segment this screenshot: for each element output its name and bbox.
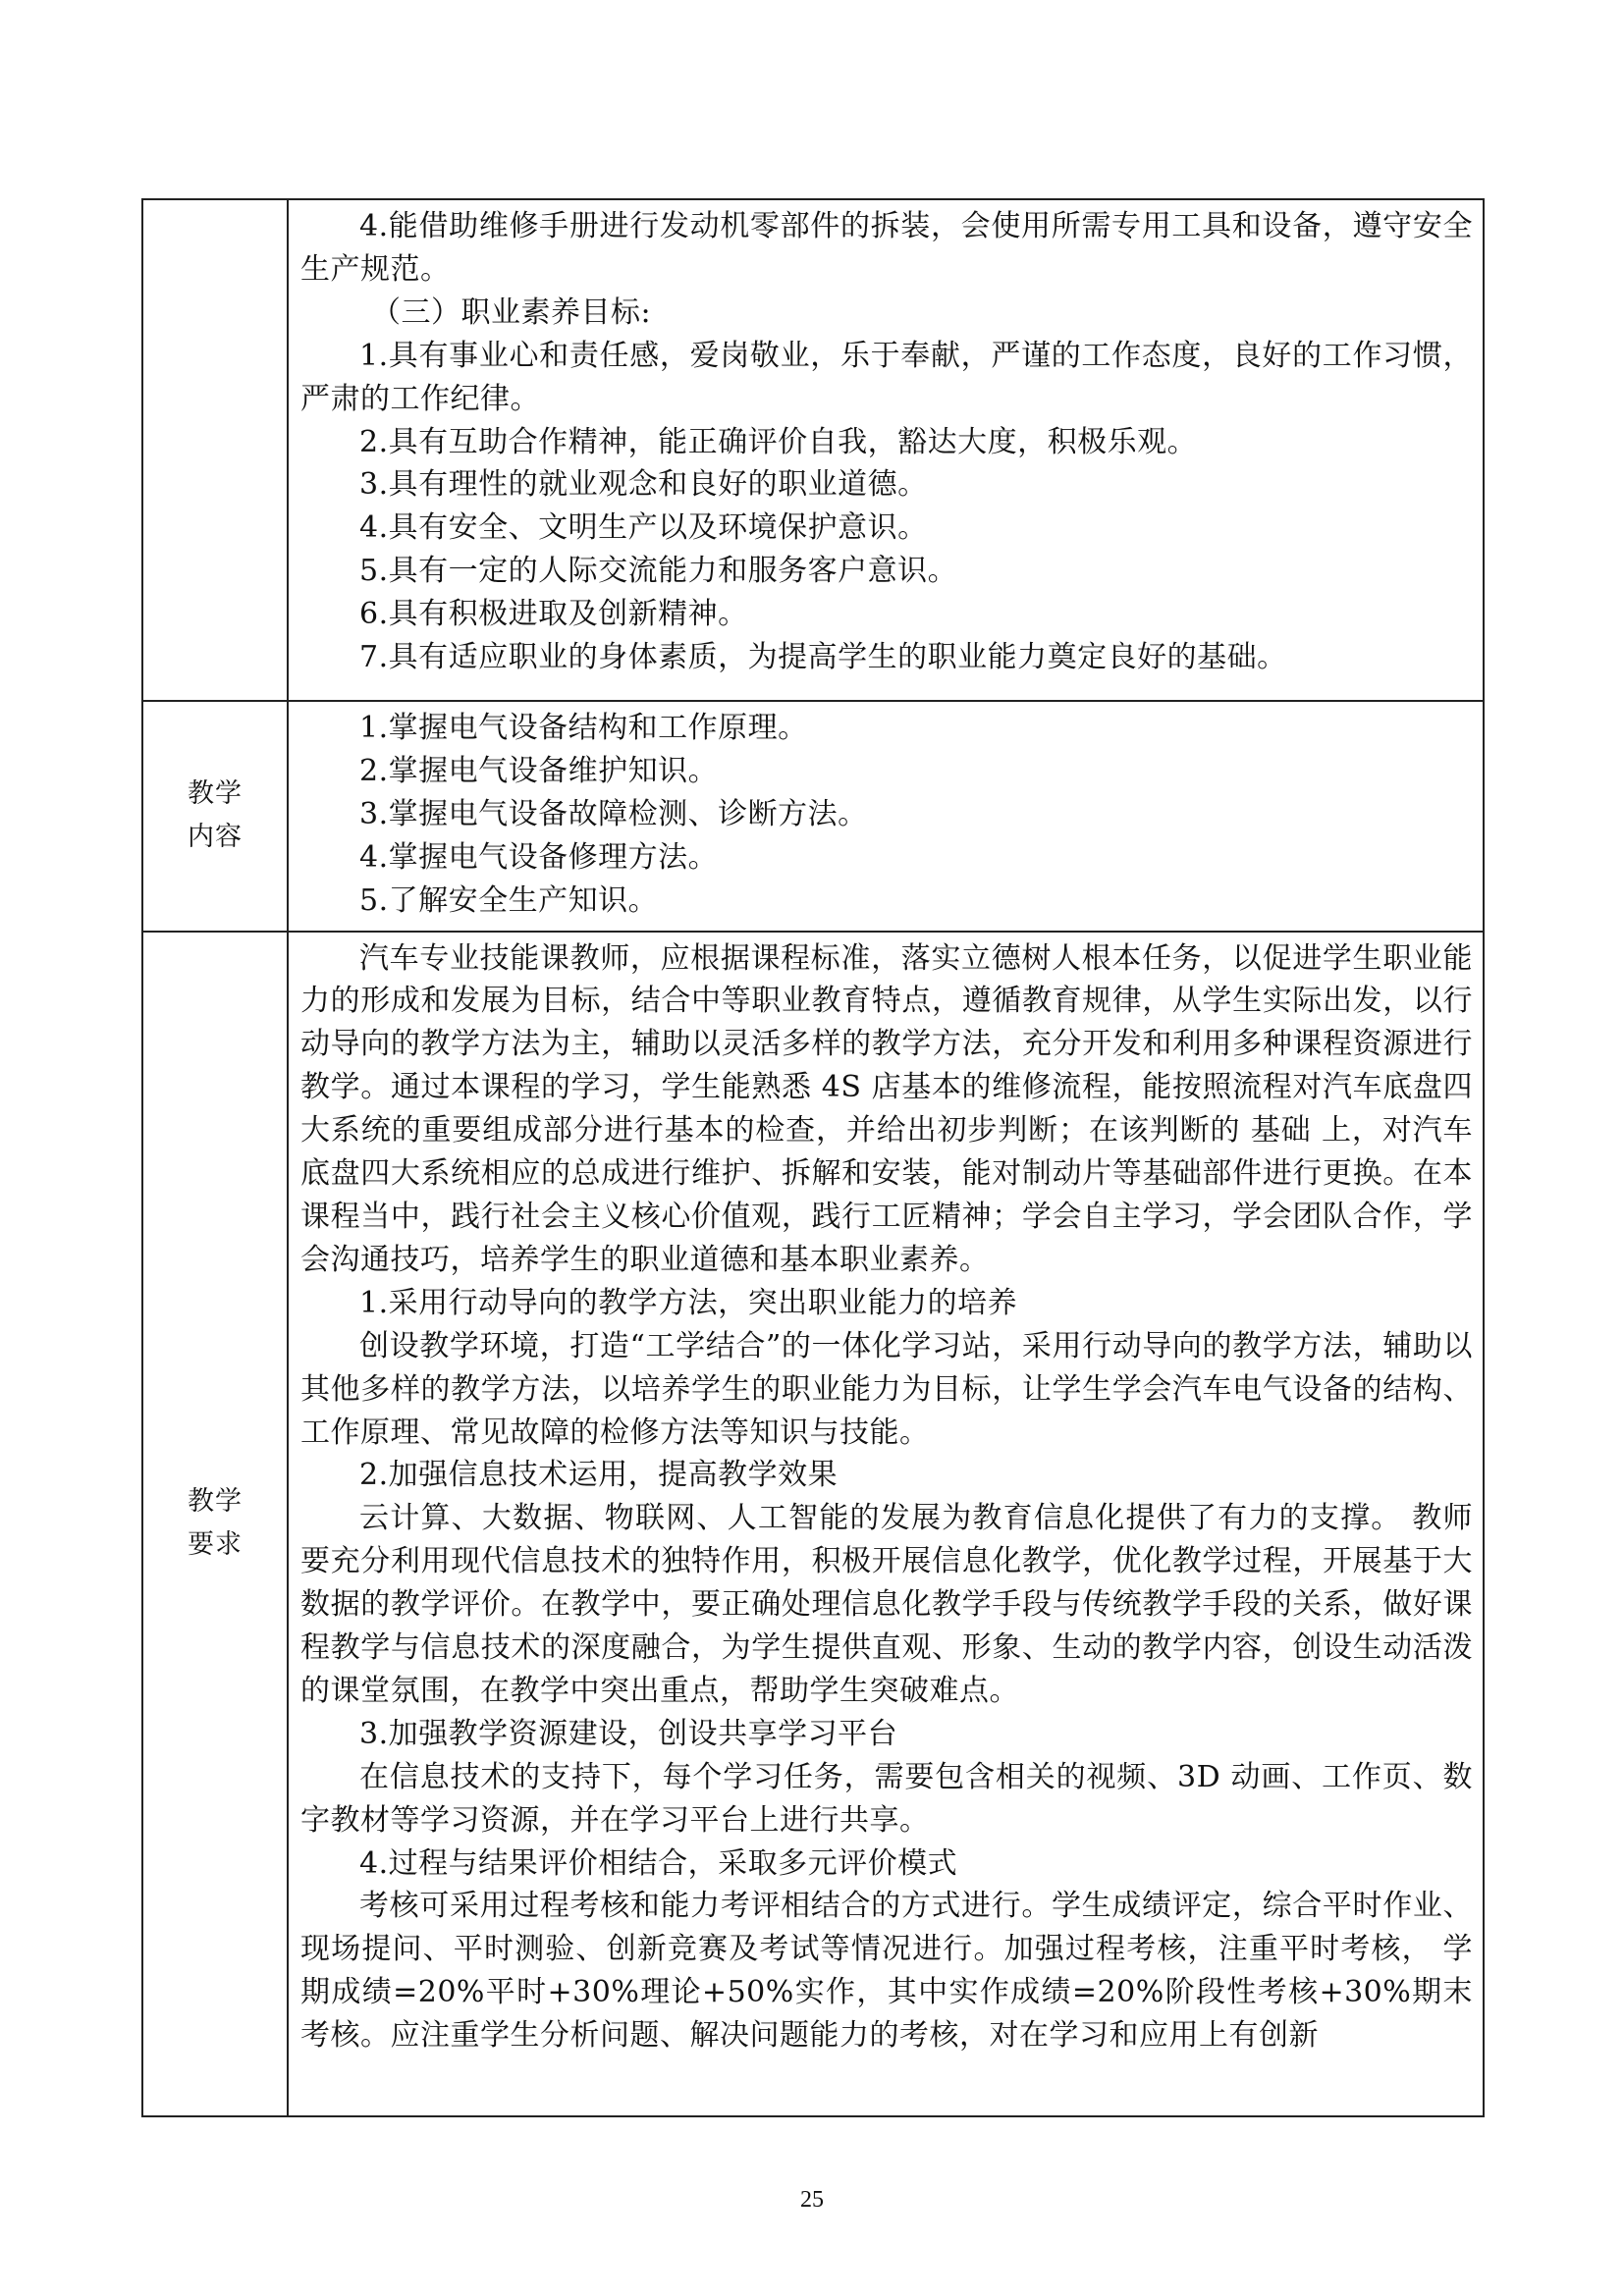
content-paragraph: 2.掌握电气设备维护知识。 bbox=[359, 753, 719, 788]
course-table bbox=[141, 198, 1485, 2117]
content-paragraph: 云计算、大数据、物联网、人工智能的发展为教育信息化提供了有力的支撑。 教师要充分利用现代信息技术的独特作用，积极开展信息化教学，优化教学过程，开展基于大数据的教学评价。在教学中，要正确处理信息化教学手段与传统教学手段的关系，做好课程教学与信息技术的深度融合，为学生提供直观、形象、生动的教学内容，创设生动活泼的课堂氛围，在教学中突出重点，帮助学生突破难点。 bbox=[300, 1501, 1473, 1708]
content-paragraph: 1.掌握电气设备结构和工作原理。 bbox=[359, 711, 808, 745]
row-label-line: 内容 bbox=[188, 822, 243, 853]
content-paragraph: 汽车专业技能课教师，应根据课程标准，落实立德树人根本任务，以促进学生职业能力的形成和发展为目标，结合中等职业教育特点，遵循教育规律，从学生实际出发，以行动导向的教学方法为主，辅助以灵活多样的教学方法，充分开发和利用多种课程资源进行教学。通过本课程的学习，学生能熟悉 4S 店基本的维修流程，能按照流程对汽车底盘四大系统的重要组成部分进行基本的检查，并给出初步判断；在该判断的 基础 上，对汽车底盘四大系统相应的总成进行维护、拆解和安装，能对制动片等基础部件进行更换。在本课程当中，践行社会主义核心价值观，践行工匠精神；学会自主学习，学会团队合作，学会沟通技巧，培养学生的职业道德和基本职业素养。 bbox=[300, 940, 1473, 1277]
content-paragraph: 5.了解安全生产知识。 bbox=[359, 882, 659, 918]
content-paragraph: 5.具有一定的人际交流能力和服务客户意识。 bbox=[359, 554, 958, 589]
row-content-cell bbox=[288, 932, 1484, 2116]
row-label-cell bbox=[142, 701, 288, 932]
content-paragraph: （三）职业素养目标: bbox=[371, 294, 652, 330]
row-label-cell bbox=[142, 199, 288, 701]
content-paragraph: 在信息技术的支持下，每个学习任务，需要包含相关的视频、3D 动画、工作页、数字教材等学习资源，并在学习平台上进行共享。 bbox=[300, 1759, 1473, 1838]
content-paragraph: 7.具有适应职业的身体素质，为提高学生的职业能力奠定良好的基础。 bbox=[359, 640, 1287, 675]
content-paragraph: 4.具有安全、文明生产以及环境保护意识。 bbox=[359, 510, 928, 546]
table-row bbox=[142, 701, 1484, 932]
content-paragraph: 4.掌握电气设备修理方法。 bbox=[359, 839, 719, 875]
content-paragraph: 创设教学环境，打造“工学结合”的一体化学习站，采用行动导向的教学方法，辅助以其他多样的教学方法，以培养学生的职业能力为目标，让学生学会汽车电气设备的结构、工作原理、常见故障的检修方法等知识与技能。 bbox=[300, 1328, 1473, 1450]
content-paragraph: 4.能借助维修手册进行发动机零部件的拆装，会使用所需专用工具和设备，遵守安全生产规范。 bbox=[300, 209, 1473, 287]
content-paragraph: 1.采用行动导向的教学方法，突出职业能力的培养 bbox=[359, 1285, 1018, 1320]
table-row bbox=[142, 199, 1484, 701]
row-label-cell bbox=[142, 932, 288, 2116]
content-paragraph: 3.掌握电气设备故障检测、诊断方法。 bbox=[359, 796, 868, 831]
row-label-line: 教学 bbox=[188, 778, 243, 810]
table-row bbox=[142, 932, 1484, 2116]
content-paragraph: 2.加强信息技术运用，提高教学效果 bbox=[359, 1458, 839, 1493]
content-paragraph: 考核可采用过程考核和能力考评相结合的方式进行。学生成绩评定，综合平时作业、现场提问、平时测验、创新竞赛及考试等情况进行。加强过程考核，注重平时考核， 学期成绩=20%平时+30%理论+50%实作，其中实作成绩=20%阶段性考核+30%期末考核。应注重学生分析问题、解决问题能力的考核，对在学习和应用上有创新 bbox=[300, 1889, 1473, 2054]
row-content-cell bbox=[288, 701, 1484, 932]
row-content-cell bbox=[288, 199, 1484, 701]
row-label-line: 要求 bbox=[188, 1529, 243, 1561]
content-paragraph: 4.过程与结果评价相结合，采取多元评价模式 bbox=[359, 1845, 958, 1881]
content-paragraph: 1.具有事业心和责任感，爱岗敬业，乐于奉献，严谨的工作态度，良好的工作习惯，严肃的工作纪律。 bbox=[300, 338, 1473, 416]
page-number: 25 bbox=[800, 2187, 824, 2213]
content-paragraph: 3.具有理性的就业观念和良好的职业道德。 bbox=[359, 467, 928, 503]
row-label-line: 教学 bbox=[188, 1486, 243, 1518]
content-paragraph: 6.具有积极进取及创新精神。 bbox=[359, 597, 748, 632]
content-paragraph: 2.具有互助合作精神，能正确评价自我，豁达大度，积极乐观。 bbox=[359, 424, 1198, 459]
content-paragraph: 3.加强教学资源建设，创设共享学习平台 bbox=[359, 1716, 898, 1751]
